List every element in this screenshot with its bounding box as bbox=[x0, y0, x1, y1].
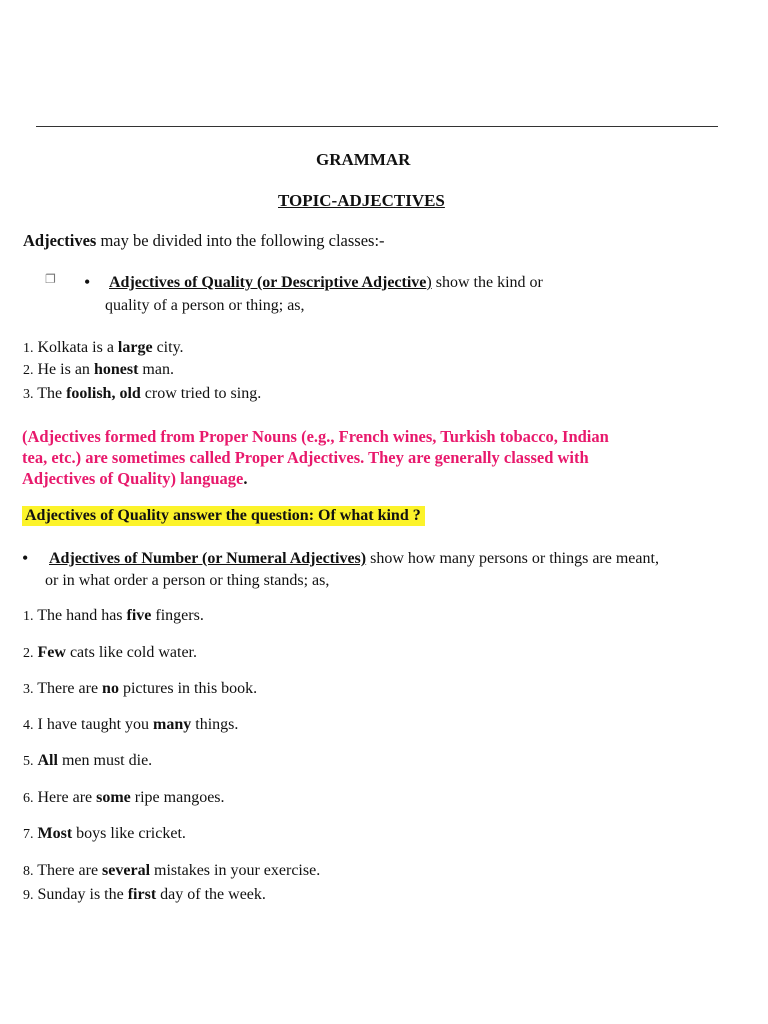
checkbox-icon: ❐ bbox=[45, 272, 56, 286]
list-item: 1. The hand has five fingers. bbox=[23, 607, 204, 624]
header-rule bbox=[36, 126, 718, 127]
list-item: 1. Kolkata is a large city. bbox=[23, 339, 184, 356]
quality-text-2: quality of a person or thing; as, bbox=[105, 297, 305, 314]
topic-heading: TOPIC-ADJECTIVES bbox=[278, 191, 445, 210]
list-item: 7. Most boys like cricket. bbox=[23, 825, 186, 842]
list-item: 8. There are several mistakes in your exercise. bbox=[23, 862, 321, 879]
proper-adjectives-note: (Adjectives formed from Proper Nouns (e.g., French wines, Turkish tobacco, Indian tea, etc.) are sometimes called Proper Adjectives. They are generally classed with Adjectives of Quality) language. bbox=[22, 427, 609, 488]
page-title: GRAMMAR bbox=[316, 150, 411, 169]
list-item: 2. Few cats like cold water. bbox=[23, 644, 197, 661]
list-item: 5. All men must die. bbox=[23, 752, 153, 769]
quality-text-1: show the kind or bbox=[431, 274, 543, 291]
list-item: 4. I have taught you many things. bbox=[23, 716, 239, 733]
bullet-icon: • bbox=[22, 548, 29, 568]
quality-line-1 bbox=[109, 273, 543, 293]
list-item: 9. Sunday is the first day of the week. bbox=[23, 886, 266, 903]
quality-heading: Adjectives of Quality (or Descriptive Adjective bbox=[109, 274, 427, 291]
bullet-icon: • bbox=[84, 272, 91, 292]
list-item: 2. He is an honest man. bbox=[23, 361, 174, 378]
number-line-1 bbox=[49, 549, 659, 569]
list-item: 3. There are no pictures in this book. bbox=[23, 680, 258, 697]
number-heading: Adjectives of Number (or Numeral Adjectives) bbox=[49, 550, 367, 567]
number-text-2: or in what order a person or thing stands; as, bbox=[45, 572, 330, 589]
quality-heading-close: ) bbox=[426, 274, 432, 291]
intro-term: Adjectives bbox=[23, 231, 97, 250]
number-text-1: show how many persons or things are meant, bbox=[366, 550, 659, 567]
list-item: 6. Here are some ripe mangoes. bbox=[23, 789, 225, 806]
intro-line bbox=[23, 231, 385, 251]
quality-question-highlight: Adjectives of Quality answer the question: Of what kind ? bbox=[22, 507, 425, 525]
intro-text: may be divided into the following classes:- bbox=[96, 231, 385, 250]
list-item: 3. The foolish, old crow tried to sing. bbox=[23, 385, 262, 402]
